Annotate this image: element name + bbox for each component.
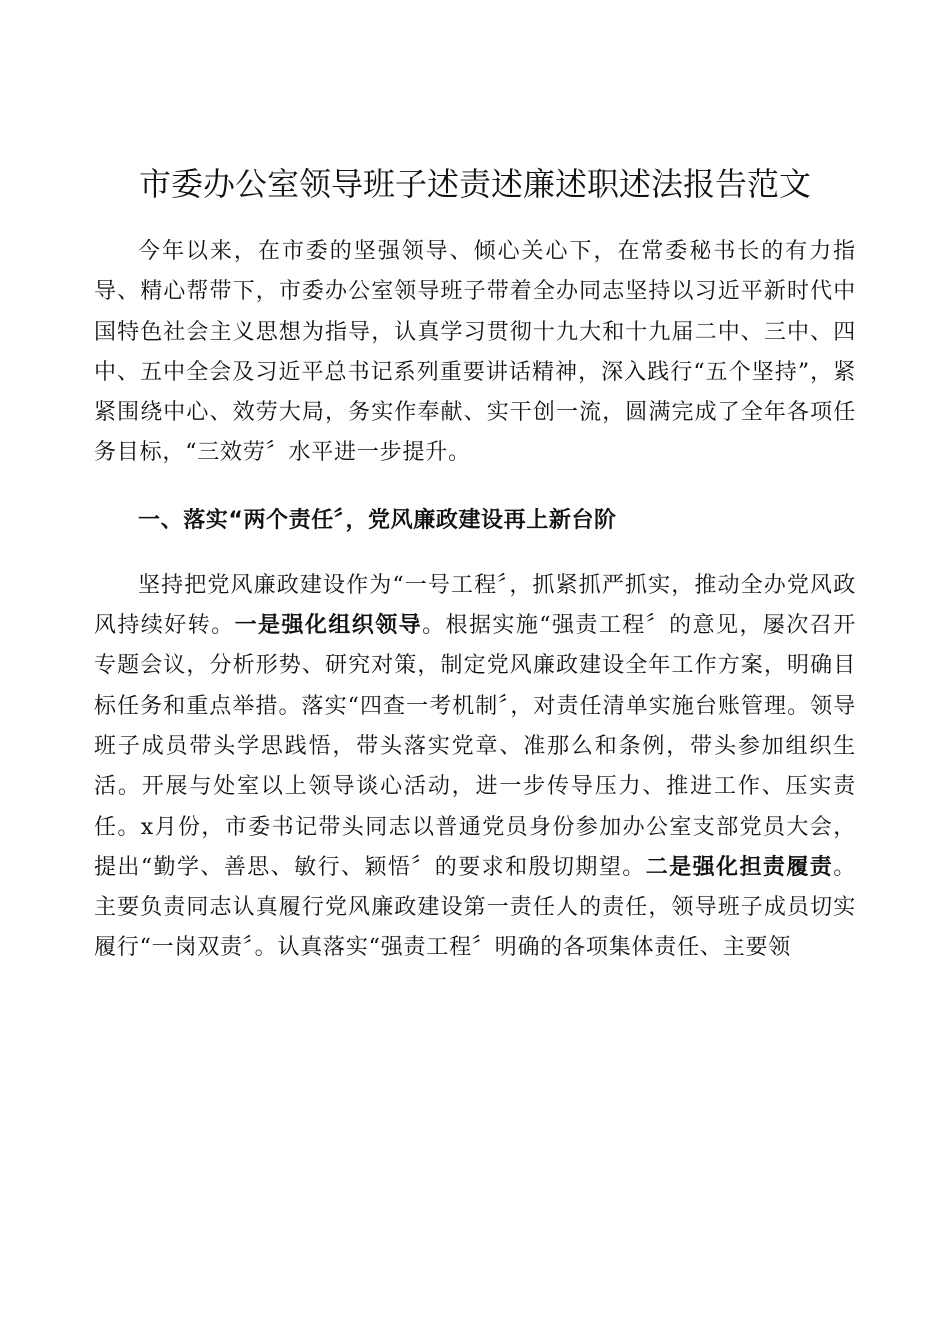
bold-phrase-second: 二是强化担责履责	[645, 854, 834, 880]
section-paragraph	[94, 566, 856, 969]
intro-paragraph: 今年以来，在市委的坚强领导、倾心关心下，在常委秘书长的有力指导、精心帮带下，市委办公室领导班子带着全办同志坚持以习近平新时代中国特色社会主义思想为指导，认真学习贯彻十九大和十九届二中、三中、四中、五中全会及习近平总书记系列重要讲话精神，深入践行“五个坚持”，紧紧围绕中心、效劳大局，务实作奉献、实干创一流，圆满完成了全年各项任务目标，“三效劳〞水平进一步提升。	[94, 239, 856, 466]
paragraph-text: 。主要负责同志认真履行党风廉政建设第一责任人的责任，领导班子成员切实履行“一岗双责〞。认真落实“强责工程〞明确的各项集体责任、主要领	[94, 854, 856, 961]
document-title: 市委办公室领导班子述责述廉述职述法报告范文	[138, 165, 811, 203]
section-heading: 一、落实“两个责任〞，党风廉政建设再上新台阶	[138, 507, 617, 533]
paragraph-text: 坚持把党风廉政建设作为“一号工程〞，抓紧抓严抓实，推动全办党风政风持续好转。	[94, 572, 856, 639]
bold-phrase-first: 一是强化组织领导	[234, 613, 423, 639]
document-page	[94, 160, 856, 969]
paragraph-text: 。根据实施“强责工程〞的意见，屡次召开专题会议，分析形势、研究对策，制定党风廉政建设全年工作方案，明确目标任务和重点举措。落实“四查一考机制〞，对责任清单实施台账管理。领导班子成员带头学思践悟，带头落实党章、准那么和条例，带头参加组织生活。开展与处室以上领导谈心活动，进一步传导压力、推进工作、压实责任。x月份，市委书记带头同志以普通党员身份参加办公室支部党员大会，提出“勤学、善思、敏行、颖悟〞的要求和殷切期望。	[94, 613, 856, 880]
